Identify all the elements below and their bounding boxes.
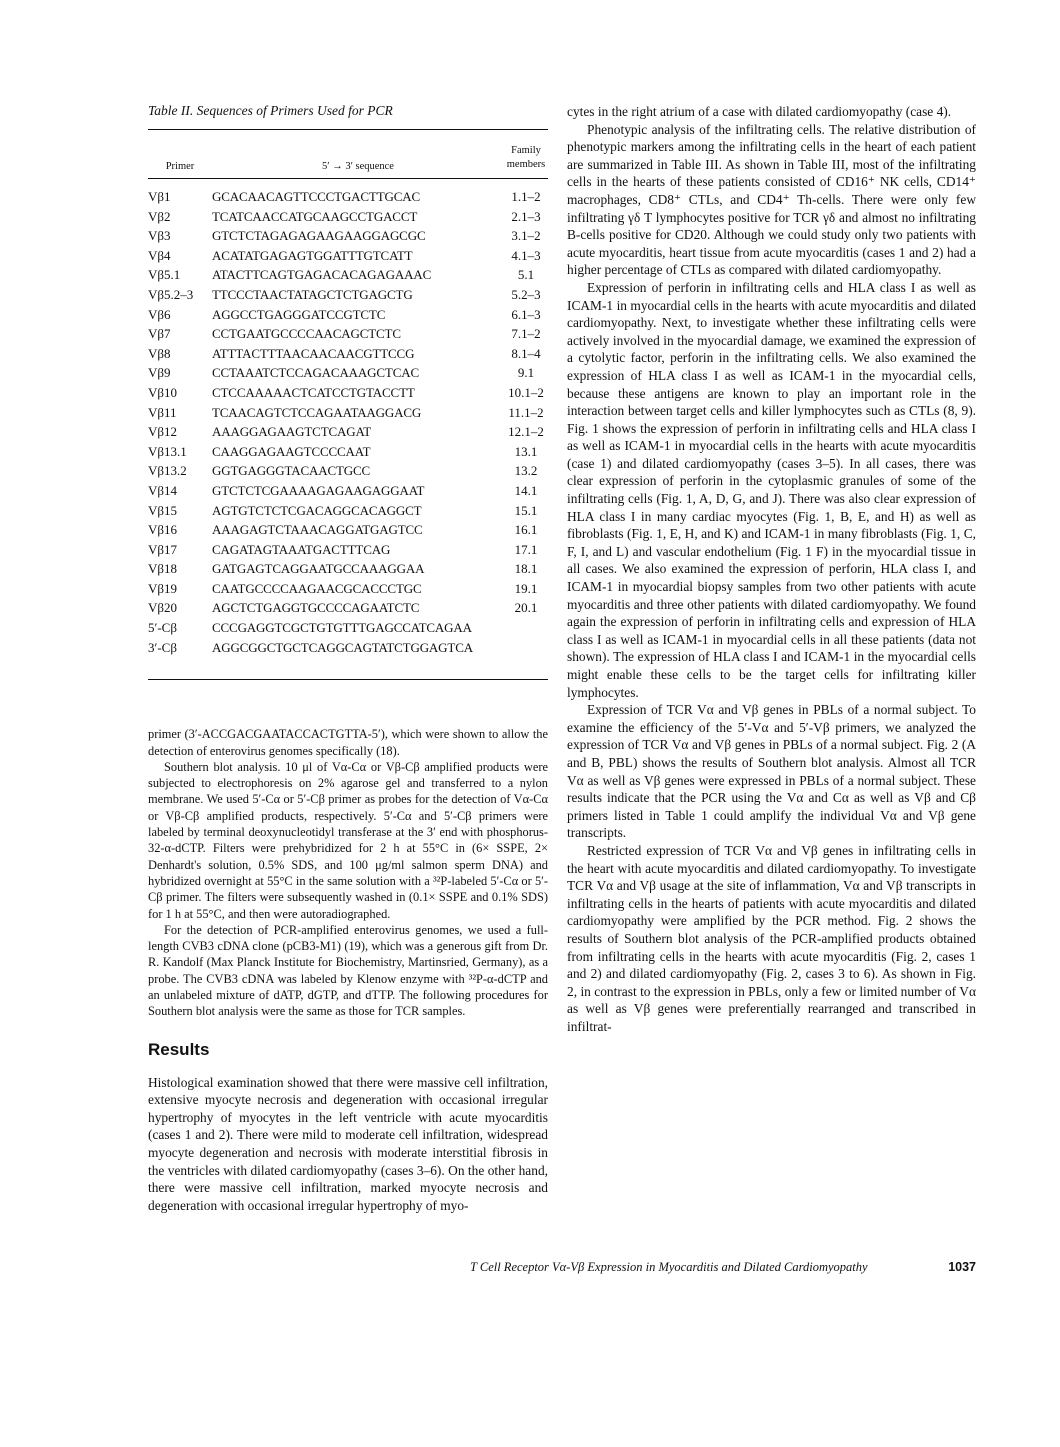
primer-cell: Vβ1 bbox=[148, 189, 171, 204]
primer-cell: Vβ2 bbox=[148, 208, 171, 224]
table-row bbox=[148, 226, 548, 246]
sequence-cell: GTCTCTCGAAAAGAGAAGAGGAAT bbox=[212, 482, 425, 498]
table-row bbox=[148, 618, 548, 638]
family-cell: 2.1–3 bbox=[511, 208, 541, 224]
family-cell: 7.1–2 bbox=[511, 326, 541, 342]
primer-cell: Vβ6 bbox=[148, 306, 171, 322]
sequence-cell: CAGATAGTAAATGACTTTCAG bbox=[212, 541, 391, 557]
header-primer: Primer bbox=[165, 161, 195, 172]
primer-cell: Vβ17 bbox=[148, 541, 178, 557]
right-paragraph-1: cytes in the right atrium of a case with dilated cardiomyopathy (case 4). bbox=[567, 104, 952, 119]
table-caption: Table II. Sequences of Primers Used for PCR bbox=[148, 103, 393, 118]
running-title: T Cell Receptor Vα-Vβ Expression in Myocarditis and Dilated Cardiomyopathy bbox=[470, 1260, 868, 1274]
page-footer bbox=[470, 1260, 976, 1275]
primer-cell: Vβ9 bbox=[148, 365, 171, 381]
right-paragraph-4: Expression of TCR Vα and Vβ genes in PBLs of a normal subject. To examine the efficiency of the 5′-Vα and 5′-Vβ primers, we analyzed the expression of TCR Vα and Vβ genes in PBLs of a normal subject. Fig. 2 (A and B, PBL) shows the results of Southern blot analysis. Almost all TCR Vα as well as Vβ genes were expressed in PBLs of a normal subject. These results indicate that the PCR using the Vα and Cα as well as Vβ and Cβ primers listed in Table 1 could amplify the individual Vα and Vβ gene transcripts. bbox=[567, 702, 976, 841]
family-cell bbox=[504, 618, 548, 638]
sequence-cell: TCAACAGTCTCCAGAATAAGGACG bbox=[212, 404, 422, 420]
family-cell: 11.1–2 bbox=[508, 404, 544, 420]
family-cell: 8.1–4 bbox=[511, 345, 541, 361]
table-row bbox=[148, 520, 548, 540]
primer-cell: 5′-Cβ bbox=[148, 620, 177, 636]
table-row bbox=[148, 579, 548, 599]
family-cell: 6.1–3 bbox=[511, 306, 541, 322]
results-text bbox=[148, 1074, 548, 1215]
sequence-cell: GATGAGTCAGGAATGCCAAAGGAA bbox=[212, 561, 425, 577]
table-bottom-rule bbox=[148, 679, 548, 680]
sequence-cell: GGTGAGGGTACAACTGCC bbox=[212, 463, 371, 479]
table-row bbox=[148, 187, 548, 207]
table-row bbox=[148, 422, 548, 442]
table-row bbox=[148, 207, 548, 227]
table-row bbox=[148, 246, 548, 266]
family-cell bbox=[504, 638, 548, 658]
methods-paragraph-1: primer (3′-ACCGACGAATACCACTGTTA-5′), which were shown to allow the detection of enterovirus genomes specifically (18). bbox=[148, 727, 548, 758]
primer-cell: Vβ5.1 bbox=[148, 267, 181, 283]
sequence-cell: TCATCAACCATGCAAGCCTGACCT bbox=[212, 208, 418, 224]
family-cell: 16.1 bbox=[514, 522, 538, 538]
sequence-cell: AGGCGGCTGCTCAGGCAGTATCTGGAGTCA bbox=[212, 639, 473, 655]
sequence-cell: AAAGGAGAAGTCTCAGAT bbox=[212, 424, 372, 440]
family-cell: 12.1–2 bbox=[508, 424, 544, 440]
primer-cell: Vβ12 bbox=[148, 424, 178, 440]
family-cell: 3.1–2 bbox=[511, 228, 541, 244]
page-number: 1037 bbox=[948, 1260, 976, 1274]
table-row bbox=[148, 442, 548, 462]
table-header bbox=[148, 130, 548, 178]
left-column bbox=[148, 103, 548, 1214]
primer-cell: 3′-Cβ bbox=[148, 639, 177, 655]
results-heading: Results bbox=[148, 1039, 210, 1059]
family-cell: 5.1 bbox=[517, 267, 535, 283]
results-paragraph-1: Histological examination showed that there were massive cell infiltration, extensive myocyte necrosis and degeneration with occasional irregular hypertrophy of myocytes in the left ventricle with acute myocarditis (cases 1 and 2). There were mild to moderate cell infiltration, widespread myocyte degeneration and necrosis with moderate interstitial fibrosis in the ventricles with dilated cardiomyopathy (cases 3–6). On the other hand, there were massive cell infiltration, marked myocyte necrosis and degeneration with occasional irregular hypertrophy of myo- bbox=[148, 1074, 548, 1213]
table-row bbox=[148, 540, 548, 560]
sequence-cell: ATTTACTTTAACAACAACGTTCCG bbox=[212, 345, 415, 361]
primer-cell: Vβ8 bbox=[148, 345, 171, 361]
table-row bbox=[148, 305, 548, 325]
table-row bbox=[148, 285, 548, 305]
family-cell: 10.1–2 bbox=[508, 384, 544, 400]
sequence-cell: CTCCAAAAACTCATCCTGTACCTT bbox=[212, 384, 415, 400]
family-cell: 18.1 bbox=[514, 561, 538, 577]
family-cell: 5.2–3 bbox=[511, 286, 541, 302]
table-body bbox=[148, 179, 548, 679]
primer-cell: Vβ11 bbox=[148, 404, 177, 420]
methods-text bbox=[148, 726, 548, 1019]
sequence-cell: GTCTCTAGAGAGAAGAAGGAGCGC bbox=[212, 228, 426, 244]
family-cell: 1.1–2 bbox=[511, 189, 541, 204]
methods-paragraph-2: Southern blot analysis. 10 μl of Vα-Cα or Vβ-Cβ amplified products were subjected to electrophoresis on 2% agarose gel and transferred to a nylon membrane. We used 5′-Cα or 5′-Cβ primer as probes for the detection of Vα-Cα or Vβ-Cβ amplified products, respectively. 5′-Cα and 5′-Cβ primers were labeled by terminal deoxynucleotidyl transferase at the 3′ end with phosphorus-32-α-dCTP. Filters were prehybridized for 2 h at 55°C in (6× SSPE, 2× Denhardt's solution, 0.5% SDS, and 100 μg/ml salmon sperm DNA) and hybridized overnight at 55°C in the same solution with a ³²P-labeled 5′-Cα or 5′-Cβ primer. The filters were subsequently washed in (0.1× SSPE and 0.1% SDS) for 1 h at 55°C, and then were autoradiographed. bbox=[148, 759, 548, 921]
sequence-cell: ATACTTCAGTGAGACACAGAGAAAC bbox=[212, 267, 432, 283]
primer-cell: Vβ18 bbox=[148, 561, 178, 577]
table-row bbox=[148, 461, 548, 481]
sequence-cell: CCTGAATGCCCCAACAGCTCTC bbox=[212, 326, 401, 342]
primer-cell: Vβ20 bbox=[148, 600, 178, 616]
primer-cell: Vβ14 bbox=[148, 482, 178, 498]
family-cell: 20.1 bbox=[514, 600, 538, 616]
table-row bbox=[148, 383, 548, 403]
sequence-cell: CCTAAATCTCCAGACAAAGCTCAC bbox=[212, 365, 419, 381]
table-row bbox=[148, 638, 548, 658]
primer-cell: Vβ16 bbox=[148, 522, 178, 538]
family-cell: 14.1 bbox=[514, 482, 538, 498]
header-family-line2: members bbox=[506, 159, 546, 170]
sequence-cell: CCCGAGGTCGCTGTGTTTGAGCCATCAGAA bbox=[212, 620, 472, 636]
sequence-cell: GCACAACAGTTCCCTGACTTGCAC bbox=[212, 189, 421, 204]
sequence-cell: AGTGTCTCTCGACAGGCACAGGCT bbox=[212, 502, 422, 518]
primer-cell: Vβ13.2 bbox=[148, 463, 187, 479]
primer-cell: Vβ13.1 bbox=[148, 443, 187, 459]
methods-paragraph-3: For the detection of PCR-amplified enterovirus genomes, we used a full-length CVB3 cDNA clone (pCB3-M1) (19), which was a generous gift from Dr. R. Kandolf (Max Planck Institute for Biochemistry, Martinsried, Germany), as a probe. The CVB3 cDNA was labeled by Klenow enzyme with ³²P-α-dCTP and an unlabeled mixture of dATP, dGTP, and dTTP. The following procedures for Southern blot analysis were the same as those for TCR samples. bbox=[148, 922, 548, 1019]
right-column-text bbox=[567, 103, 976, 1035]
family-cell: 13.1 bbox=[514, 443, 538, 459]
table-row bbox=[148, 501, 548, 521]
family-cell: 4.1–3 bbox=[511, 247, 541, 263]
family-cell: 15.1 bbox=[514, 502, 538, 518]
primer-cell: Vβ3 bbox=[148, 228, 171, 244]
table-row bbox=[148, 403, 548, 423]
sequence-cell: AGCTCTGAGGTGCCCCAGAATCTC bbox=[212, 600, 420, 616]
primer-cell: Vβ15 bbox=[148, 502, 178, 518]
right-paragraph-5: Restricted expression of TCR Vα and Vβ genes in infiltrating cells in the heart with acute myocarditis and dilated cardiomyopathy. To investigate TCR Vα and Vβ usage at the site of inflammation, Vα and Vβ transcripts in infiltrating cells in the hearts of patients with acute myocarditis and dilated cardiomyopathy were amplified by the PCR method. Fig. 2 shows the results of Southern blot analysis of the PCR-amplified products obtained from infiltrating cells in the hearts with acute myocarditis (Fig. 2, cases 1 and 2) and dilated cardiomyopathy (Fig. 2, cases 3 to 6). As shown in Fig. 2, in contrast to the expression in PBLs, only a few or limited number of Vα as well as Vβ genes were preferentially rearranged and transcribed in infiltrat- bbox=[567, 842, 976, 1034]
header-family bbox=[504, 144, 548, 172]
sequence-cell: CAAGGAGAAGTCCCCAAT bbox=[212, 443, 371, 459]
family-cell: 17.1 bbox=[514, 541, 538, 557]
right-paragraph-2: Phenotypic analysis of the infiltrating cells. The relative distribution of phenotypic markers among the infiltrating cells in the heart of each patient are summarized in Table III. As shown in Table III, most of the infiltrating cells in the hearts of these patients consisted of CD16⁺ NK cells, CD14⁺ macrophages, CD8⁺ CTLs, and CD4⁺ Th-cells. There were only few infiltrating γδ T lymphocytes positive for TCR γδ and almost no infiltrating B-cells positive for CD20. Although we could study only two patients with acute myocarditis, heart tissue from acute myocarditis (cases 1 and 2) had a higher percentage of CTLs as compared with dilated cardiomyopathy. bbox=[567, 121, 976, 278]
sequence-cell: ACATATGAGAGTGGATTTGTCATT bbox=[212, 247, 413, 263]
header-sequence: 5′ → 3′ sequence bbox=[322, 161, 394, 172]
family-cell: 9.1 bbox=[517, 365, 535, 381]
sequence-cell: AAAGAGTCTAAACAGGATGAGTCC bbox=[212, 522, 423, 538]
right-column bbox=[567, 103, 976, 1035]
primer-cell: Vβ4 bbox=[148, 247, 171, 263]
primer-cell: Vβ7 bbox=[148, 326, 171, 342]
sequence-cell: CAATGCCCCAAGAACGCACCCTGC bbox=[212, 580, 422, 596]
sequence-cell: TTCCCTAACTATAGCTCTGAGCTG bbox=[212, 286, 413, 302]
table-row bbox=[148, 265, 548, 285]
table-row bbox=[148, 559, 548, 579]
table-row bbox=[148, 344, 548, 364]
table-row bbox=[148, 363, 548, 383]
family-cell: 13.2 bbox=[514, 463, 538, 479]
right-paragraph-3: Expression of perforin in infiltrating cells and HLA class I as well as ICAM-1 in myocardial cells in the hearts with acute myocarditis and dilated cardiomyopathy. Next, to investigate whether these infiltrating cells were actively involved in the myocardial damage, we examined the expression of a cytolytic factor, perforin in the infiltrating cells. We also examined the expression of HLA class I as well as ICAM-1 in the myocardial cells, because these antigens are known to play an important role in the interaction between target cells and killer lymphocytes such as CTLs (8, 9). Fig. 1 shows the expression of perforin in infiltrating cells and HLA class I as well as ICAM-1 in myocardial cells in the hearts with acute myocarditis (case 1) and dilated cardiomyopathy (cases 3–5). In all cases, there was clear expression of perforin in the cytoplasmic granules of some of the infiltrating cells (Fig. 1, A, D, G, and J). There was also clear expression of HLA class I in many cardiac myocytes (Fig. 1, B, E, and H) as well as fibroblasts (Fig. 1, E, H, and K) and ICAM-1 in many fibroblasts (Fig. 1, C, F, I, and L) and vascular endothelium (Fig. 1 F) in the myocardial tissue in all cases. We also examined the expression of perforin, HLA class I, and ICAM-1 in myocardial biopsy samples from two other patients with acute myocarditis and three other patients with dilated cardiomyopathy. We found again the expression of perforin in infiltrating cells and expression of HLA class I as well as ICAM-1 in myocardial cells in all these patients (data not shown). The expression of HLA class I and ICAM-1 in the myocardial cells might enable these cells to be the target cells for infiltrating killer lymphocytes. bbox=[567, 279, 976, 700]
primer-cell: Vβ10 bbox=[148, 384, 178, 400]
table-row bbox=[148, 324, 548, 344]
table-row bbox=[148, 481, 548, 501]
primer-cell: Vβ19 bbox=[148, 580, 178, 596]
family-cell: 19.1 bbox=[514, 580, 538, 596]
header-family-line1: Family bbox=[511, 145, 541, 156]
sequence-cell: AGGCCTGAGGGATCCGTCTC bbox=[212, 306, 386, 322]
primer-cell: Vβ5.2–3 bbox=[148, 286, 194, 302]
table-row bbox=[148, 598, 548, 618]
